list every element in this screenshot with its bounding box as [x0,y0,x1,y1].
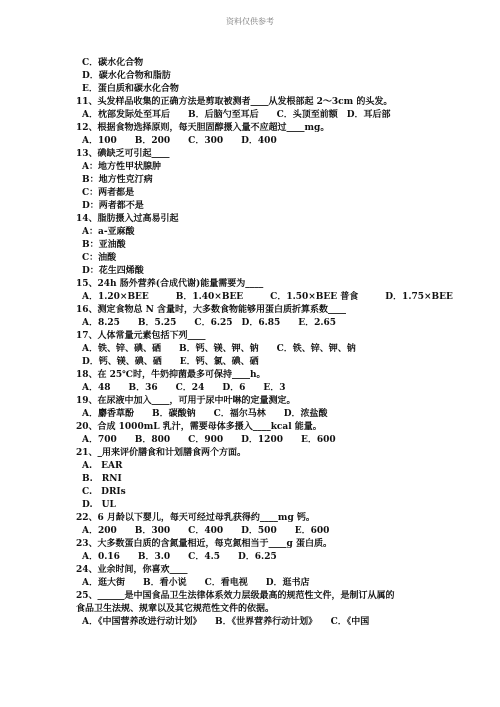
question-line: 23、大多数蛋白质的含氮量相近，每克氮相当于____g 蛋白质。 [76,539,332,549]
option-line: A．《中国营养改进行动计划》 B．《世界营养行动计划》 C．《中国 [82,617,370,627]
option-line: C. DRIs [82,487,126,497]
question-line: 21、_用来评价膳食和计划膳食两个方面。 [76,448,247,458]
option-line: D：两者都不是 [82,201,144,211]
option-line: D. UL [82,500,116,510]
question-line: 12、根据食物选择原则，每天胆固醇摄入量不应超过____mg。 [76,123,330,133]
option-line: A．100 B．200 C．300 D．400 [82,136,277,146]
option-line: B. RNI [82,474,122,484]
question-line: 食品卫生法规、规章以及其它规范性文件的依据。 [76,604,275,614]
option-line: D．碳水化合物和脂肪 [82,71,171,81]
option-line: B：地方性克汀病 [82,175,153,185]
option-line: C．碳水化合物 [82,58,144,68]
option-line: E．蛋白质和碳水化合物 [82,84,179,94]
question-line: 15、24h 肠外营养(合成代谢)能量需要为____ [76,279,264,289]
option-line: C：油酸 [82,253,117,263]
option-line: A：地方性甲状腺肿 [82,162,161,172]
question-line: 25、______是中国食品卫生法律体系效力层级最高的规范性文件，是制订从属的 [76,591,395,601]
question-line: 11、头发样品收集的正确方法是剪取被测者____从发根部起 2～3cm 的头发。 [76,97,393,107]
question-line: 13、碘缺乏可引起____ [76,149,170,159]
option-line: A．逛大街 B．看小说 C．看电视 D．逛书店 [82,578,310,588]
option-line: A．麝香草酚 B．碳酸钠 C．福尔马林 D．浓盐酸 [82,409,328,419]
question-line: 17、人体常量元素包括下列____ [76,331,206,341]
page-header: 资料仅供参考 [226,17,274,26]
question-line: 24、业余时间，你喜欢____ [76,565,188,575]
document-body [76,57,453,629]
option-line: A．200 B．300 C．400 D．500 E．600 [82,526,330,536]
question-line: 22、6 月龄以下婴儿，每天可经过母乳获得约____mg 钙。 [76,513,315,523]
question-line: 19、在尿液中加入____，可用于尿中叶啉的定量测定。 [76,396,296,406]
option-line: D．钙、镁、碘、硒 E．钙、氯、碘、硒 [82,357,259,367]
option-line: A：a-亚麻酸 [82,227,135,237]
option-line: A．0.16 B．3.0 C．4.5 D．6.25 [82,552,277,562]
option-line: A．1.20×BEE B．1.40×BEE C．1.50×BEE 普食 D．1.75×BEE [82,292,453,302]
option-line: A．铁、锌、碘、硒 B．钙、镁、钾、钠 C．铁、锌、钾、钠 [82,344,356,354]
question-line: 20、合成 1000mL 乳汁，需要母体多摄入____kcal 能量。 [76,422,322,432]
option-line: D：花生四烯酸 [82,266,144,276]
option-line: C：两者都是 [82,188,135,198]
question-line: 18、在 25℃时，牛奶抑菌最多可保持____h。 [76,370,266,380]
option-line: A．8.25 B．5.25 C．6.25 D．6.85 E．2.65 [82,318,337,328]
option-line: A．枕部发际处至耳后 B．后脑勺至耳后 C．头顶至前额 D．耳后部 [82,110,391,120]
option-line: B：亚油酸 [82,240,126,250]
option-line: A. EAR [82,461,123,471]
question-line: 16、测定食物总 N 含量时，大多数食物能够用蛋白质折算系数____ [76,305,347,315]
option-line: A．48 B．36 C．24 D．6 E．3 [82,383,286,393]
question-line: 14、脂肪摄入过高易引起 [76,214,179,224]
option-line: A．700 B．800 C．900 D．1200 E．600 [82,435,336,445]
